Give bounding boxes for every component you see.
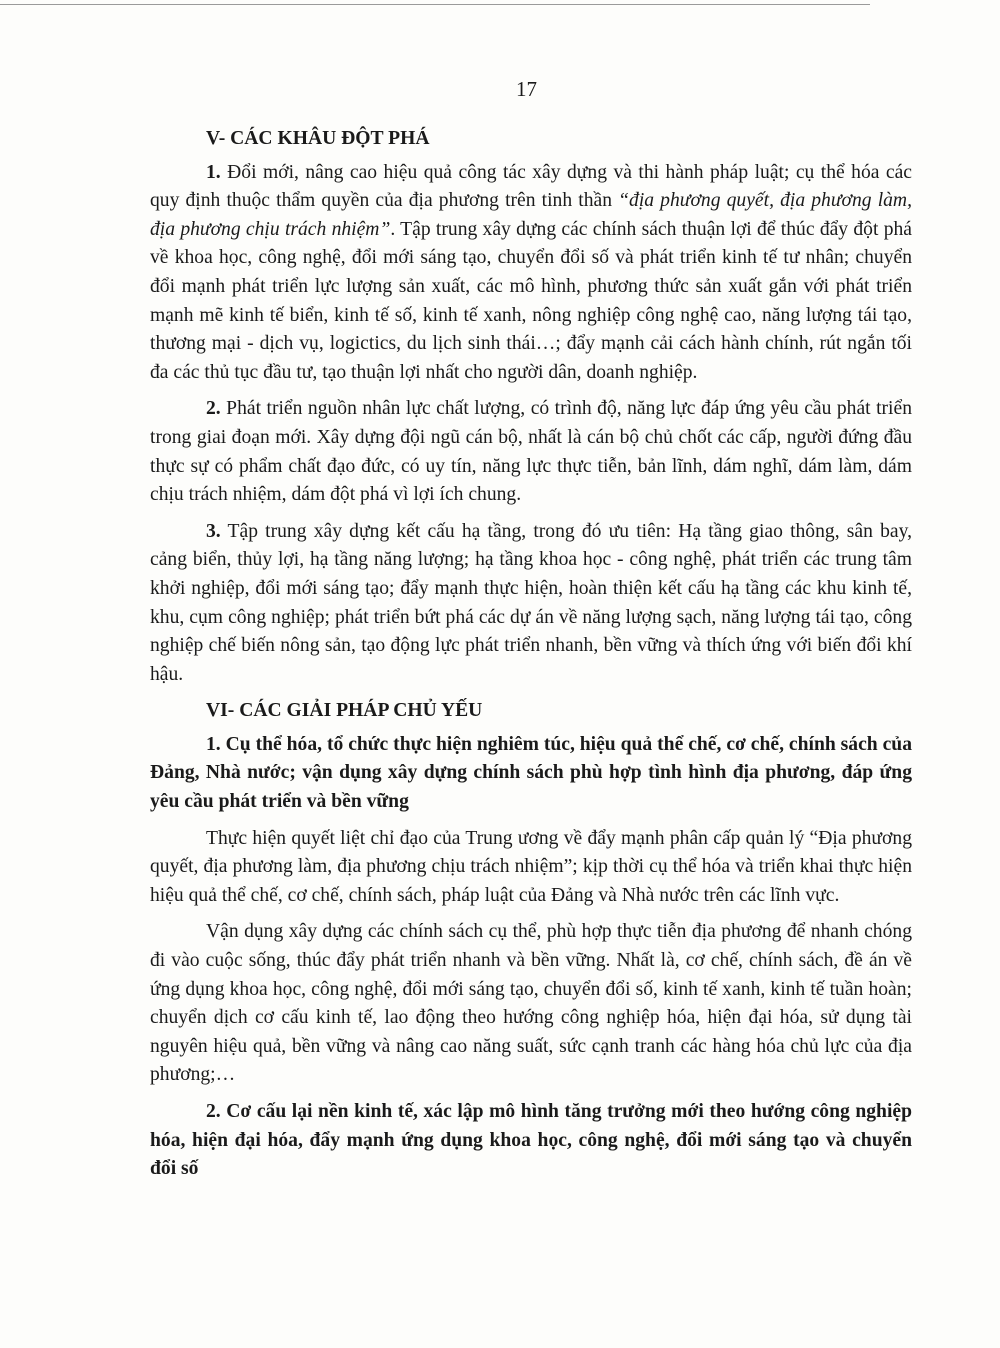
section-vi-heading: VI- CÁC GIẢI PHÁP CHỦ YẾU	[206, 700, 483, 722]
section-v-item-3	[150, 518, 912, 690]
item-text: Tập trung xây dựng kết cấu hạ tầng, trong đó ưu tiên: Hạ tầng giao thông, sân bay, cảng biển, thủy lợi, hạ tầng năng lượng; hạ tầng khoa học - công nghệ, phát triển các trung tâm khởi nghiệp, đổi mới sáng tạo; đẩy mạnh thực hiện, hoàn thiện kết cấu hạ tầng các khu kinh tế, khu, cụm công nghiệp; phát triển bứt phá các dự án về năng lượng sạch, năng lượng tái tạo, công nghiệp chế biến nông sản, tạo động lực phát triển nhanh, bền vững và thích ứng với biến đổi khí hậu.	[150, 520, 912, 685]
item-number: 3.	[206, 520, 221, 542]
section-vi-subsection-1-title: 1. Cụ thể hóa, tổ chức thực hiện nghiêm túc, hiệu quả thể chế, cơ chế, chính sách của Đảng, Nhà nước; vận dụng xây dựng chính sách phù hợp tình hình địa phương, đáp ứng yêu cầu phát triển và bền vững	[150, 733, 912, 813]
item-number: 1.	[206, 161, 221, 183]
item-text: Đổi mới, nâng cao hiệu quả công tác xây dựng và thi hành pháp luật; cụ thể hóa các quy định thuộc thẩm quyền của địa phương trên tinh thần	[150, 161, 912, 212]
item-text: Phát triển nguồn nhân lực chất lượng, có trình độ, năng lực đáp ứng yêu cầu phát triển trong giai đoạn mới. Xây dựng đội ngũ cán bộ, nhất là cán bộ chủ chốt các cấp, người đứng đầu thực sự có phẩm chất đạo đức, có uy tín, năng lực thực tiễn, bản lĩnh, dám nghĩ, dám làm, dám chịu trách nhiệm, dám đột phá vì lợi ích chung.	[150, 398, 912, 506]
item-italic-quote: “địa phương quyết, địa phương làm, địa phương chịu trách nhiệm”	[150, 190, 912, 240]
page-number: 17	[516, 77, 537, 101]
item-text-continued: . Tập trung xây dựng các chính sách thuận lợi để thúc đẩy đột phá về khoa học, công nghệ, đổi mới sáng tạo, chuyển đổi số và phát triển kinh tế tư nhân; chuyển đổi mạnh phát triển lực lượng sản xuất, các mô hình, phương thức sản xuất gắn với phát triển mạnh mẽ kinh tế biển, kinh tế số, kinh tế xanh, nông nghiệp công nghệ cao, năng lượng tái tạo, thương mại - dịch vụ, logictics, du lịch sinh thái…; đẩy mạnh cải cách hành chính, rút ngắn tối đa các thủ tục đầu tư, tạo thuận lợi nhất cho người dân, doanh nghiệp.	[150, 218, 912, 383]
section-v-item-2	[150, 395, 912, 509]
item-number: 2.	[206, 398, 221, 420]
document-body	[150, 125, 912, 1192]
section-vi-subsection-2-title: 2. Cơ cấu lại nền kinh tế, xác lập mô hình tăng trưởng mới theo hướng công nghiệp hóa, hiện đại hóa, đẩy mạnh ứng dụng khoa học, công nghệ, đổi mới sáng tạo và chuyển đổi số	[150, 1101, 912, 1180]
section-v-item-1	[150, 159, 912, 388]
section-v-heading: V- CÁC KHÂU ĐỘT PHÁ	[206, 128, 430, 149]
scan-top-rule	[0, 4, 870, 5]
section-vi-subsection-1-paragraph-2: Vận dụng xây dựng các chính sách cụ thể, phù hợp thực tiễn địa phương để nhanh chóng đi vào cuộc sống, thúc đẩy phát triển nhanh và bền vững. Nhất là, cơ chế, chính sách, đề án về ứng dụng khoa học, công nghệ, đổi mới sáng tạo, chuyển đổi số, kinh tế xanh, kinh tế tuần hoàn; chuyển dịch cơ cấu kinh tế, lao động theo hướng công nghiệp hóa, hiện đại hóa, sử dụng tài nguyên hiệu quả, bền vững và nâng cao năng suất, sức cạnh tranh các hàng hóa chủ lực của địa phương;…	[150, 921, 912, 1086]
section-vi-subsection-1-paragraph-1: Thực hiện quyết liệt chỉ đạo của Trung ương về đẩy mạnh phân cấp quản lý “Địa phương quyết, địa phương làm, địa phương chịu trách nhiệm”; kịp thời cụ thể hóa và triển khai thực hiện hiệu quả thể chế, cơ chế, chính sách, pháp luật của Đảng và Nhà nước trên các lĩnh vực.	[150, 827, 912, 906]
